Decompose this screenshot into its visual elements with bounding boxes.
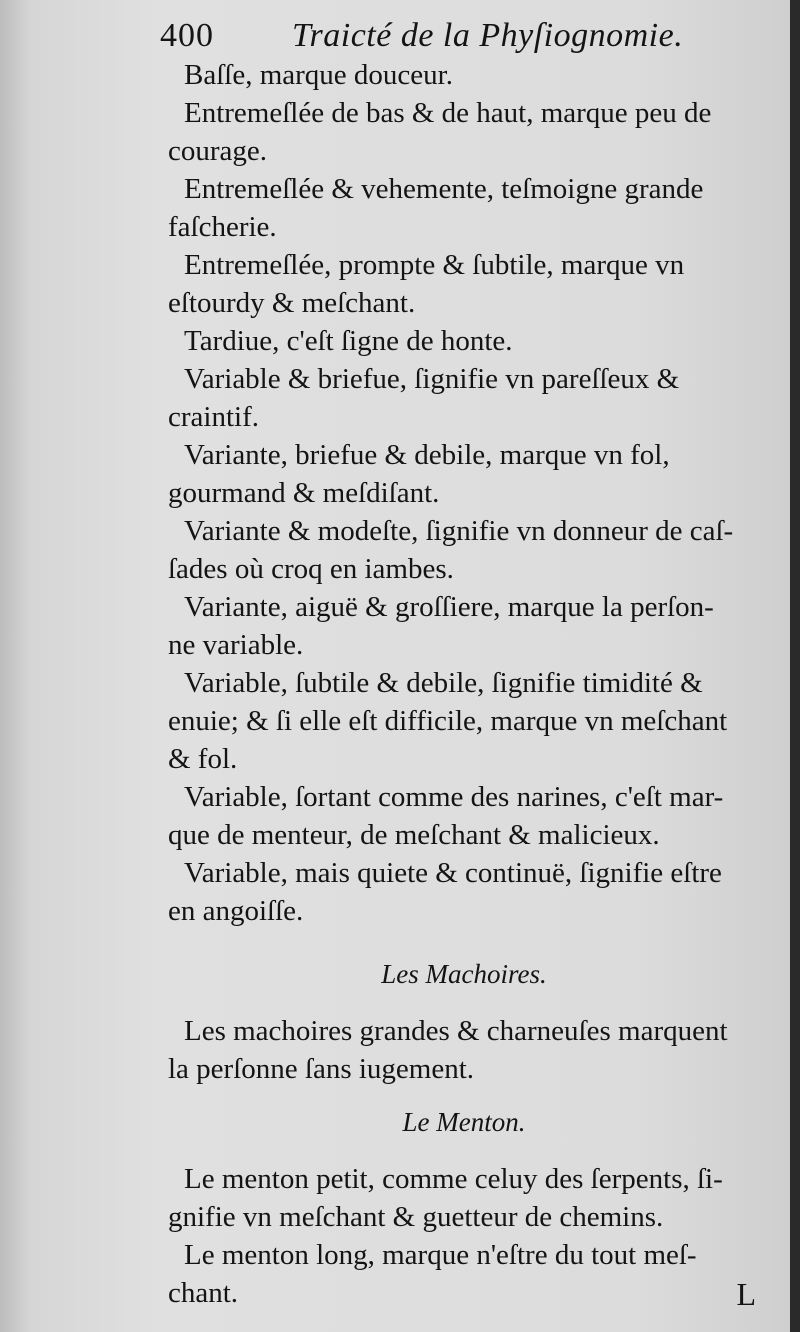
text-entry: Variante & modeſte, ſignifie vn donneur de caſ- ſades où croq en iambes. (168, 515, 734, 585)
text-entry: Variable, ſortant comme des narines, c'eſt mar- que de menteur, de meſchant & malicieux. (168, 781, 724, 851)
running-title: Traicté de la Phyſiognomie. (292, 17, 684, 54)
section-heading-menton: Le Menton. (402, 1107, 526, 1137)
text-entry: Baſſe, marque douceur. (184, 59, 453, 91)
text-entry: Entremeſlée de bas & de haut, marque peu de courage. (168, 97, 712, 167)
text-entry: Le menton petit, comme celuy des ſerpents, ſi- gnifie vn meſchant & guetteur de chemins. (168, 1163, 723, 1233)
text-entry: Tardiue, c'eſt ſigne de honte. (184, 325, 513, 357)
body-text (168, 56, 760, 1312)
text-entry: Les machoires grandes & charneuſes marquent la perſonne ſans iugement. (168, 1015, 728, 1085)
text-entry: Entremeſlée, prompte & ſubtile, marque vn eſtourdy & meſchant. (168, 249, 685, 319)
text-entry: Variable, ſubtile & debile, ſignifie timidité & enuie; & ſi elle eſt difficile, marque vn meſchant & fol. (168, 667, 728, 775)
text-entry: Variante, aiguë & groſſiere, marque la perſon- ne variable. (168, 591, 714, 661)
page-edge-shadow (790, 0, 800, 1332)
text-entry: Variable & briefue, ſignifie vn pareſſeux & craintif. (168, 363, 680, 433)
section-heading-machoires: Les Machoires. (381, 959, 547, 989)
catchword: L (736, 1276, 756, 1312)
text-entry: Variante, briefue & debile, marque vn fol, gourmand & meſdiſant. (168, 439, 670, 509)
text-entry: Variable, mais quiete & continuë, ſignifie eſtre en angoiſſe. (168, 857, 722, 927)
page-header (160, 14, 760, 58)
text-entry: Le menton long, marque n'eſtre du tout meſ- chant. (168, 1239, 697, 1309)
text-entry: Entremeſlée & vehemente, teſmoigne grande faſcherie. (168, 173, 704, 243)
page-number: 400 (160, 17, 214, 54)
